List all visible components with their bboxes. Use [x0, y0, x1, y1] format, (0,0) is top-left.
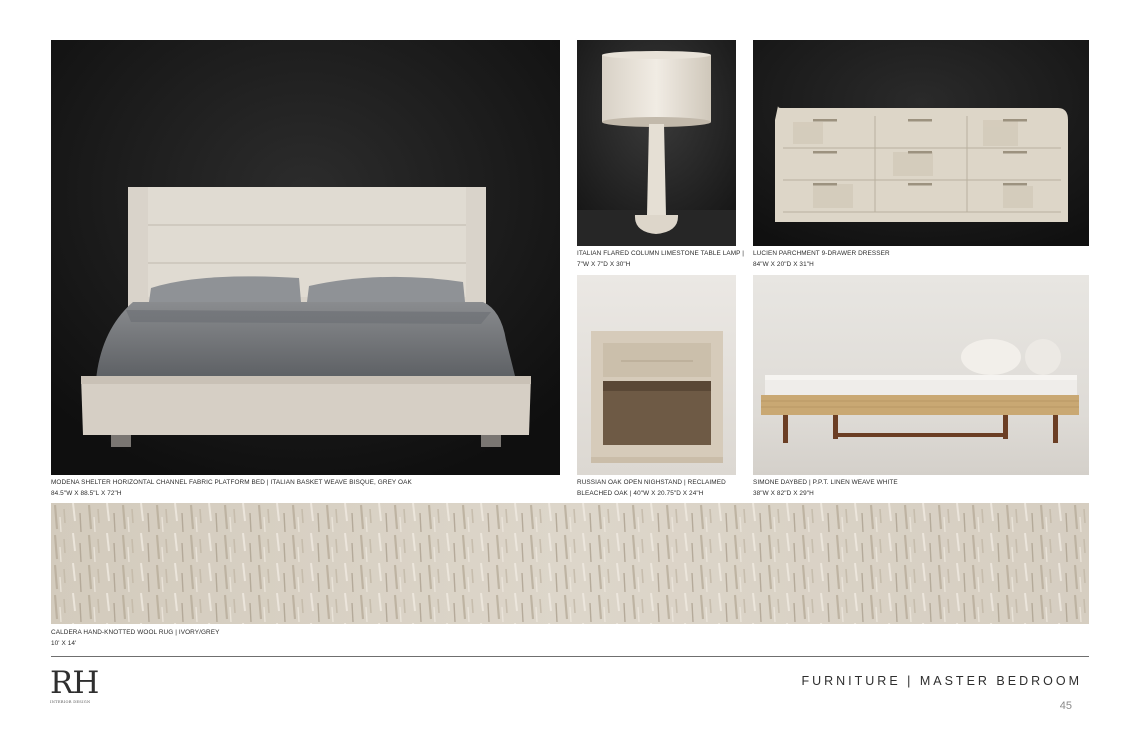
bed-dims: 84.5"W X 88.5"L X 72"H: [51, 489, 122, 497]
logo-subtitle: INTERIOR DESIGN: [50, 700, 91, 704]
rug-caption: [51, 628, 220, 649]
bed-name: MODENA SHELTER HORIZONTAL CHANNEL FABRIC PLATFORM BED | ITALIAN BASKET WEAVE BISQUE, GREY OAK: [51, 479, 412, 486]
nightstand-image: [577, 275, 736, 475]
daybed-image: [753, 275, 1089, 475]
bed-caption: [51, 478, 412, 499]
logo-monogram: RH: [50, 665, 99, 701]
footer-divider: [51, 656, 1089, 657]
nightstand-name: RUSSIAN OAK OPEN NIGHSTAND | RECLAIMED: [577, 479, 726, 486]
nightstand-caption: [577, 478, 726, 499]
dresser-dims: 84"W X 20"D X 31"H: [753, 260, 814, 268]
dresser-image: [753, 40, 1089, 246]
daybed-caption: [753, 478, 898, 499]
bed-image: [51, 40, 560, 475]
rh-logo: [50, 667, 110, 707]
rug-image: [51, 503, 1089, 624]
lamp-dims: 7"W X 7"D X 30"H: [577, 260, 631, 268]
lamp-caption: [577, 249, 744, 270]
lamp-name: ITALIAN FLARED COLUMN LIMESTONE TABLE LAMP |: [577, 250, 745, 257]
nightstand-dims: BLEACHED OAK | 40"W X 20.75"D X 24"H: [577, 489, 704, 497]
lamp-image: [577, 40, 736, 246]
rug-dims: 10' X 14': [51, 639, 77, 647]
daybed-name: SIMONE DAYBED | P.P.T. LINEN WEAVE WHITE: [753, 479, 898, 486]
dresser-caption: [753, 249, 890, 270]
dresser-name: LUCIEN PARCHMENT 9-DRAWER DRESSER: [753, 250, 890, 257]
page-number: 45: [1059, 700, 1072, 712]
section-title: FURNITURE | MASTER BEDROOM: [801, 674, 1082, 688]
daybed-dims: 38"W X 82"D X 29"H: [753, 489, 814, 497]
rug-name: CALDERA HAND-KNOTTED WOOL RUG | IVORY/GREY: [51, 629, 220, 636]
